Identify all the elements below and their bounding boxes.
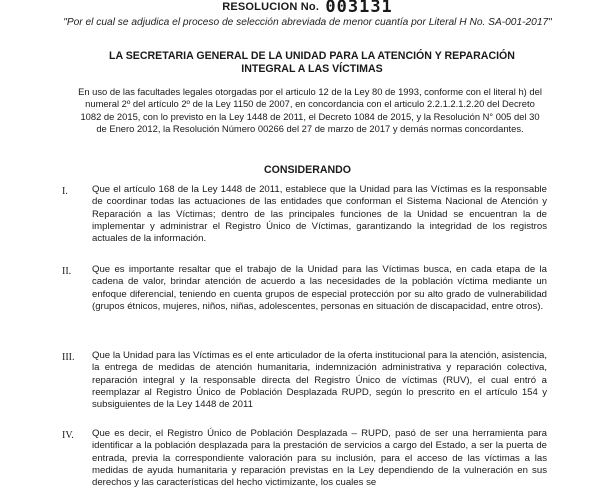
resolution-subtitle: "Por el cual se adjudica el proceso de selección abreviada de menor cuantía por Literal H No. SA-001-2017"	[63, 17, 552, 28]
resolution-label: RESOLUCION No.	[222, 1, 320, 13]
item-numeral: II.	[62, 266, 72, 277]
item-text: Que es decir, el Registro Único de Población Desplazada – RUPD, pasó de ser una herramienta para identificar a la población desplazada para la prestación de servicios a cargo del Estado, a ser la puerta de entrada, previa la correspondiente valoración para su inclusión, para el acceso de las víctimas a las medidas de ayuda humanitaria y reparación previstas en la Ley dependiendo de la vulneración en sus derechos y las características del hecho victimizante, los cuales se	[92, 428, 547, 489]
item-text: Que el artículo 168 de la Ley 1448 de 2011, establece que la Unidad para las Víctimas es la responsable de coordinar todas las actuaciones de las entidades que conforman el Sistema Nacional de Atención y Reparación a las Víctimas; dentro de las principales funciones de la Unidad se encuentran la de implementar y administrar el Registro Único de Víctimas, garantizando la integridad de los registros actuales de la información.	[92, 184, 547, 245]
issuer-heading: LA SECRETARIA GENERAL DE LA UNIDAD PARA LA ATENCIÓN Y REPARACIÓN INTEGRAL A LAS VÍCTIMAS	[109, 50, 515, 75]
item-text: Que es importante resaltar que el trabajo de la Unidad para las Víctimas busca, en cada etapa de la cadena de valor, brindar atención de acuerdo a las necesidades de la población víctima mediante un enfoque diferencial, teniendo en cuenta grupos de especial protección por su alto grado de vulnerabilidad (grupos étnicos, mujeres, niños, niñas, adolescentes, personas en situación de discapacidad, entre otros).	[92, 264, 547, 312]
resolution-number: 003131	[325, 0, 393, 17]
item-numeral: I.	[62, 186, 68, 197]
item-numeral: III.	[62, 352, 75, 363]
resolution-header	[0, 0, 615, 17]
item-numeral: IV.	[62, 430, 74, 441]
preamble-paragraph: En uso de las facultades legales otorgadas por el articulo 12 de la Ley 80 de 1993, conforme con el literal h) del numeral 2º del artículo 2º de la Ley 1150 de 2007, en concordancia con el articulo 2.2.1.2.1.2.20 del Decreto 1082 de 2015, con lo previsto en la Ley 1448 de 2011, el Decreto 1084 de 2015, y la Resolución N° 005 del 30 de Enero 2012, la Resolución Número 00266 del 27 de marzo de 2017 y demás normas concordantes.	[78, 86, 542, 135]
considerando-title: CONSIDERANDO	[263, 164, 352, 176]
item-text: Que la Unidad para las Víctimas es el ente articulador de la oferta institucional para la atención, asistencia, la entrega de medidas de atención humanitaria, indemnización administrativa y reparación colectiva, reparación integral y la responsable directa del Registro Único de víctimas (RUV), el cual entró a reemplazar al Registro Único de Población Desplazada RUPD, según lo prescrito en el artículo 154 y subsiguientes de la Ley 1448 de 2011	[92, 350, 547, 411]
